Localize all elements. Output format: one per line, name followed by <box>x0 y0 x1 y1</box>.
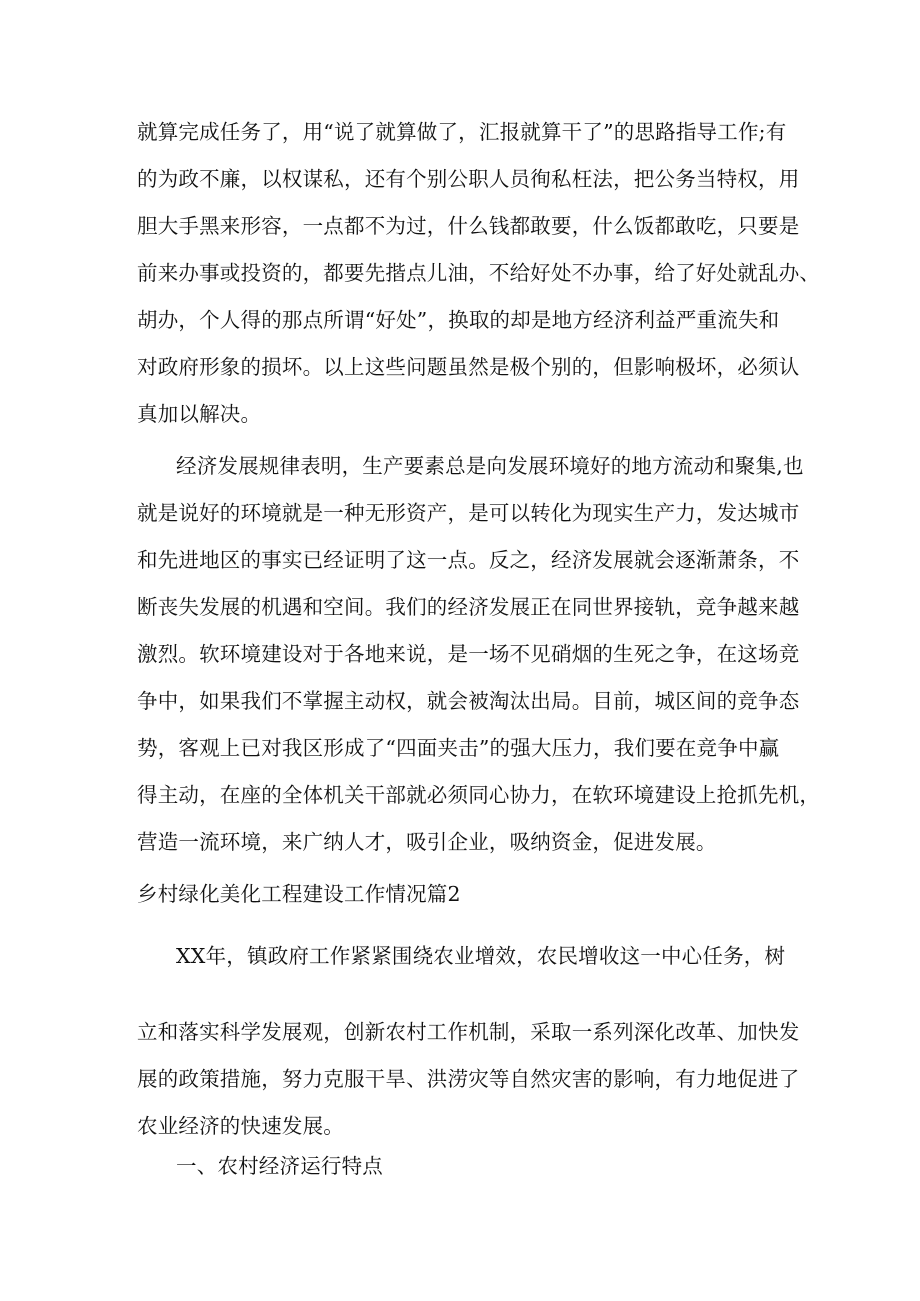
paragraph-1-line-2: 的为政不廉，以权谋私，还有个别公职人员徇私枉法，把公务当特权，用 <box>137 167 800 191</box>
section-title: 乡村绿化美化工程建设工作情况篇2 <box>137 882 461 906</box>
paragraph-2-line-9: 营造一流环境，来广纳人才，吸引企业，吸纳资金，促进发展。 <box>137 830 717 854</box>
paragraph-2-line-3: 和先进地区的事实已经证明了这一点。反之，经济发展就会逐渐萧条，不 <box>137 548 800 572</box>
paragraph-1-line-1: 就算完成任务了，用“说了就算做了，汇报就算干了”的思路指导工作;有 <box>137 120 787 144</box>
subheading: 一、农村经济运行特点 <box>176 1154 383 1178</box>
paragraph-1-line-4: 前来办事或投资的，都要先揩点儿油，不给好处不办事，给了好处就乱办、 <box>137 261 821 285</box>
paragraph-2-line-6: 争中，如果我们不掌握主动权，就会被淘汰出局。目前，城区间的竞争态 <box>137 689 800 713</box>
paragraph-1-line-5: 胡办，个人得的那点所谓“好处”，换取的却是地方经济利益严重流失和 <box>137 308 780 332</box>
paragraph-2-line-5: 激烈。软环境建设对于各地来说，是一场不见硝烟的生死之争，在这场竞 <box>137 642 800 666</box>
paragraph-1-line-6: 对政府形象的损坏。以上这些问题虽然是极个别的，但影响极坏，必须认 <box>137 355 800 379</box>
paragraph-2-line-1: 经济发展规律表明，生产要素总是向发展环境好的地方流动和聚集,也 <box>176 454 804 478</box>
paragraph-3-line-1: XX年，镇政府工作紧紧围绕农业增效，农民增收这一中心任务，树 <box>176 944 786 968</box>
paragraph-3-line-4: 农业经济的快速发展。 <box>137 1114 344 1138</box>
paragraph-2-line-4: 断丧失发展的机遇和空间。我们的经济发展正在同世界接轨，竞争越来越 <box>137 595 800 619</box>
paragraph-2-line-7: 势，客观上已对我区形成了“四面夹击”的强大压力，我们要在竞争中赢 <box>137 736 780 760</box>
paragraph-3-line-2: 立和落实科学发展观，创新农村工作机制，采取一系列深化改革、加快发 <box>137 1020 800 1044</box>
paragraph-2-line-8: 得主动，在座的全体机关干部就必须同心协力，在软环境建设上抢抓先机， <box>137 783 821 807</box>
paragraph-2-line-2: 就是说好的环境就是一种无形资产，是可以转化为现实生产力，发达城市 <box>137 501 800 525</box>
paragraph-1-line-7: 真加以解决。 <box>137 402 262 426</box>
paragraph-1-line-3: 胆大手黑来形容，一点都不为过，什么钱都敢要，什么饭都敢吃，只要是 <box>137 214 800 238</box>
paragraph-3-line-3: 展的政策措施，努力克服干旱、洪涝灾等自然灾害的影响，有力地促进了 <box>137 1067 800 1091</box>
